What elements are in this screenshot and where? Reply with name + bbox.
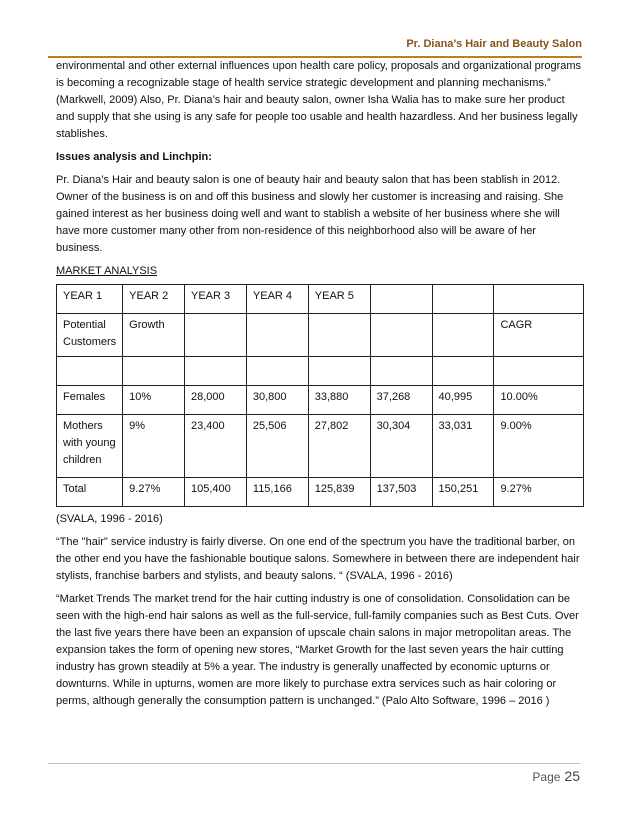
paragraph-policy: environmental and other external influences upon health care policy, proposals and organizational programs is becoming a recognizable stage of health service strategic development and planning mechanisms.” (Markwell, 2009) Also, Pr. Diana’s hair and beauty salon, owner Isha Walia has to make sure her product and supply that she using is any safe for people too usable and health hazardless. And her business legally stablishes. [56, 60, 582, 140]
header-title: Pr. Diana’s Hair and Beauty Salon [406, 38, 582, 50]
table-cell: 9.27% [494, 478, 584, 507]
table-cell [370, 357, 432, 386]
table-cell: 115,166 [246, 478, 308, 507]
table-cell [185, 314, 247, 357]
table-cell [308, 357, 370, 386]
table-cell: Total [57, 478, 123, 507]
table-cell [185, 357, 247, 386]
table-row [57, 357, 584, 386]
market-analysis-table [56, 284, 584, 507]
table-cell: 9.00% [494, 415, 584, 478]
table-cell: YEAR 1 [57, 285, 123, 314]
table-row [57, 415, 584, 478]
page-label: Page [532, 770, 561, 784]
table-cell: 105,400 [185, 478, 247, 507]
table-source: (SVALA, 1996 - 2016) [56, 513, 163, 525]
table-cell [432, 285, 494, 314]
table-cell: Females [57, 386, 123, 415]
table-cell [370, 314, 432, 357]
table-row [57, 285, 584, 314]
table-cell: 9% [123, 415, 185, 478]
table-cell [432, 357, 494, 386]
page-header [48, 40, 582, 58]
table-cell: 150,251 [432, 478, 494, 507]
table-cell [370, 285, 432, 314]
table-cell [246, 357, 308, 386]
table-cell: 137,503 [370, 478, 432, 507]
table-cell: Growth [123, 314, 185, 357]
table-cell [246, 314, 308, 357]
table-cell [123, 357, 185, 386]
table-row [57, 386, 584, 415]
table-cell: CAGR [494, 314, 584, 357]
paragraph-market-trends: “Market Trends The market trend for the hair cutting industry is one of consolidation. Consolidation can be seen with the high-end hair salons as well as the full-service, full-family companies such as Best Cuts. Over the last five years there have been an expansion of upscale chain salons in major metropolitan areas. The expansion takes the form of opening new stores, “Market Growth for the last seven years the hair cutting industry has grown steadily at 5% a year. The industry is generally unaffected by economic upturns or downturns. While in upturns, women are more likely to purchase extra services such as hair coloring or perms, although generally the consumption pattern is unchanged.” (Palo Alto Software, 1996 – 2016 ) [56, 593, 579, 707]
table-cell [494, 285, 584, 314]
table-cell [432, 314, 494, 357]
table-cell: 25,506 [246, 415, 308, 478]
table-cell: 33,031 [432, 415, 494, 478]
table-cell [494, 357, 584, 386]
table-cell: 28,000 [185, 386, 247, 415]
market-analysis-title: MARKET ANALYSIS [56, 265, 158, 277]
table-cell: 27,802 [308, 415, 370, 478]
table-cell: YEAR 4 [246, 285, 308, 314]
page-footer [48, 763, 580, 790]
table-cell: 125,839 [308, 478, 370, 507]
paragraph-issues: Pr. Diana’s Hair and beauty salon is one of beauty hair and beauty salon that has been stablish in 2012. Owner of the business is on and off this business and slowly her customer is increasing and raising. She gained interest as her business doing well and want to stablish a website of her business where she will have more customer many other from non-residence of this neighborhood also will be aware of her business. [56, 174, 564, 254]
table-cell [57, 357, 123, 386]
table-cell: 37,268 [370, 386, 432, 415]
section-heading: Issues analysis and Linchpin: [56, 151, 212, 163]
paragraph-industry: “The "hair" service industry is fairly diverse. On one end of the spectrum you have the traditional barber, on the other end you have the fashionable boutique salons. Somewhere in between there are independent hair stylists, franchise barbers and stylists, and beauty salons. “ (SVALA, 1996 - 2016) [56, 536, 580, 582]
table-cell: 30,304 [370, 415, 432, 478]
table-cell: 10.00% [494, 386, 584, 415]
table-cell: 23,400 [185, 415, 247, 478]
page-number: 25 [564, 768, 580, 784]
table-row [57, 478, 584, 507]
table-cell: 9.27% [123, 478, 185, 507]
table-cell: YEAR 5 [308, 285, 370, 314]
table-cell [308, 314, 370, 357]
table-cell: 33,880 [308, 386, 370, 415]
table-cell: YEAR 2 [123, 285, 185, 314]
page-number-block [532, 768, 580, 784]
table-cell: Mothers with young children [57, 415, 123, 478]
table-cell: YEAR 3 [185, 285, 247, 314]
table-cell: 10% [123, 386, 185, 415]
table-row [57, 314, 584, 357]
page-content [56, 58, 584, 710]
table-cell: 40,995 [432, 386, 494, 415]
table-cell: 30,800 [246, 386, 308, 415]
table-cell: Potential Customers [57, 314, 123, 357]
